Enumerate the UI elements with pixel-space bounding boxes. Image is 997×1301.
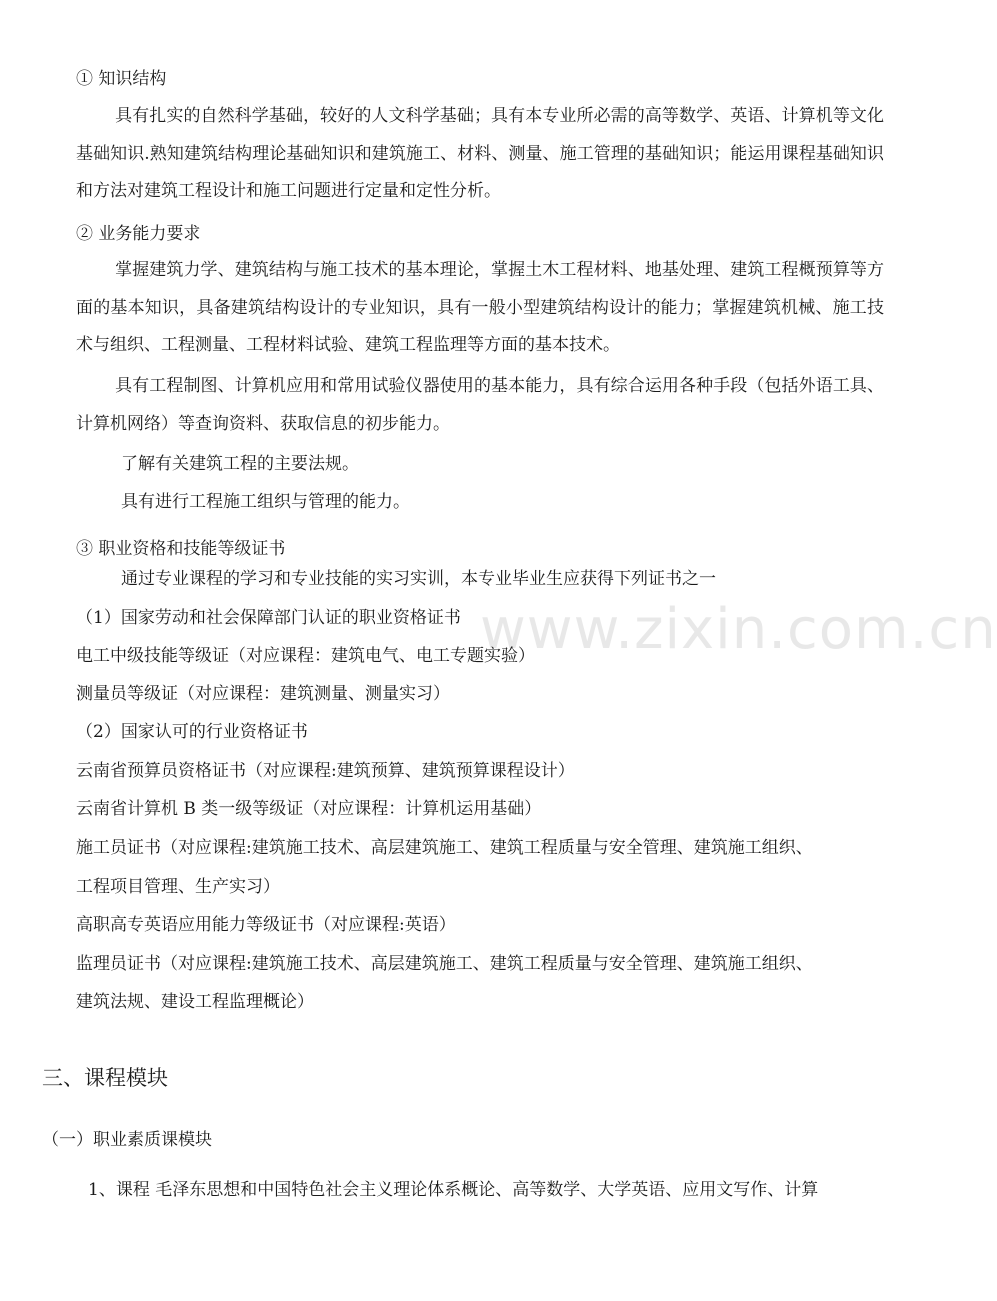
- ability-paragraph-1: 掌握建筑力学、建筑结构与施工技术的基本理论，掌握土木工程材料、地基处理、建筑工程概预算等方面的基本知识，具备建筑结构设计的专业知识，具有一般小型建筑结构设计的能力；掌握建筑机械、施工技术与组织、工程测量、工程材料试验、建筑工程监理等方面的基本技术。: [76, 260, 884, 355]
- cert-item-surveyor: 测量员等级证（对应课程：建筑测量、测量实习）: [76, 684, 450, 704]
- cert-item-construction-line-2: 工程项目管理、生产实习）: [76, 877, 280, 897]
- ability-paragraph-4: 具有进行工程施工组织与管理的能力。: [121, 492, 410, 512]
- cert-intro: 通过专业课程的学习和专业技能的实习实训，本专业毕业生应获得下列证书之一: [121, 569, 716, 589]
- cert-item-supervisor-line-1: 监理员证书（对应课程:建筑施工技术、高层建筑施工、建筑工程质量与安全管理、建筑施工组织、: [76, 954, 813, 974]
- cert-heading: ③ 职业资格和技能等级证书: [76, 539, 286, 559]
- ability-paragraph-3: 了解有关建筑工程的主要法规。: [121, 454, 359, 474]
- cert-item-computer: 云南省计算机 B 类一级等级证（对应课程：计算机运用基础）: [76, 799, 542, 819]
- knowledge-heading: ① 知识结构: [76, 69, 167, 89]
- cert-item-budget: 云南省预算员资格证书（对应课程:建筑预算、建筑预算课程设计）: [76, 761, 575, 781]
- ability-heading: ② 业务能力要求: [76, 224, 201, 244]
- cert-group-2: （2）国家认可的行业资格证书: [76, 722, 308, 742]
- course-list-line: 1、课程 毛泽东思想和中国特色社会主义理论体系概论、高等数学、大学英语、应用文写作、计算: [88, 1180, 819, 1200]
- module-heading: （一）职业素质课模块: [42, 1130, 212, 1150]
- chapter-title: 三、课程模块: [42, 1066, 168, 1090]
- cert-item-construction-line-1: 施工员证书（对应课程:建筑施工技术、高层建筑施工、建筑工程质量与安全管理、建筑施工组织、: [76, 838, 813, 858]
- knowledge-paragraph: 具有扎实的自然科学基础，较好的人文科学基础；具有本专业所必需的高等数学、英语、计算机等文化基础知识.熟知建筑结构理论基础知识和建筑施工、材料、测量、施工管理的基础知识；能运用课程基础知识和方法对建筑工程设计和施工问题进行定量和定性分析。: [76, 106, 884, 201]
- cert-item-supervisor-line-2: 建筑法规、建设工程监理概论）: [76, 992, 314, 1012]
- ability-paragraph-2: 具有工程制图、计算机应用和常用试验仪器使用的基本能力，具有综合运用各种手段（包括外语工具、计算机网络）等查询资料、获取信息的初步能力。: [76, 376, 884, 434]
- cert-item-electrician: 电工中级技能等级证（对应课程：建筑电气、电工专题实验）: [76, 646, 535, 666]
- cert-group-1: （1）国家劳动和社会保障部门认证的职业资格证书: [76, 608, 461, 628]
- cert-item-english: 高职高专英语应用能力等级证书（对应课程:英语）: [76, 915, 456, 935]
- watermark-text: www.zixin.com.cn: [480, 597, 997, 662]
